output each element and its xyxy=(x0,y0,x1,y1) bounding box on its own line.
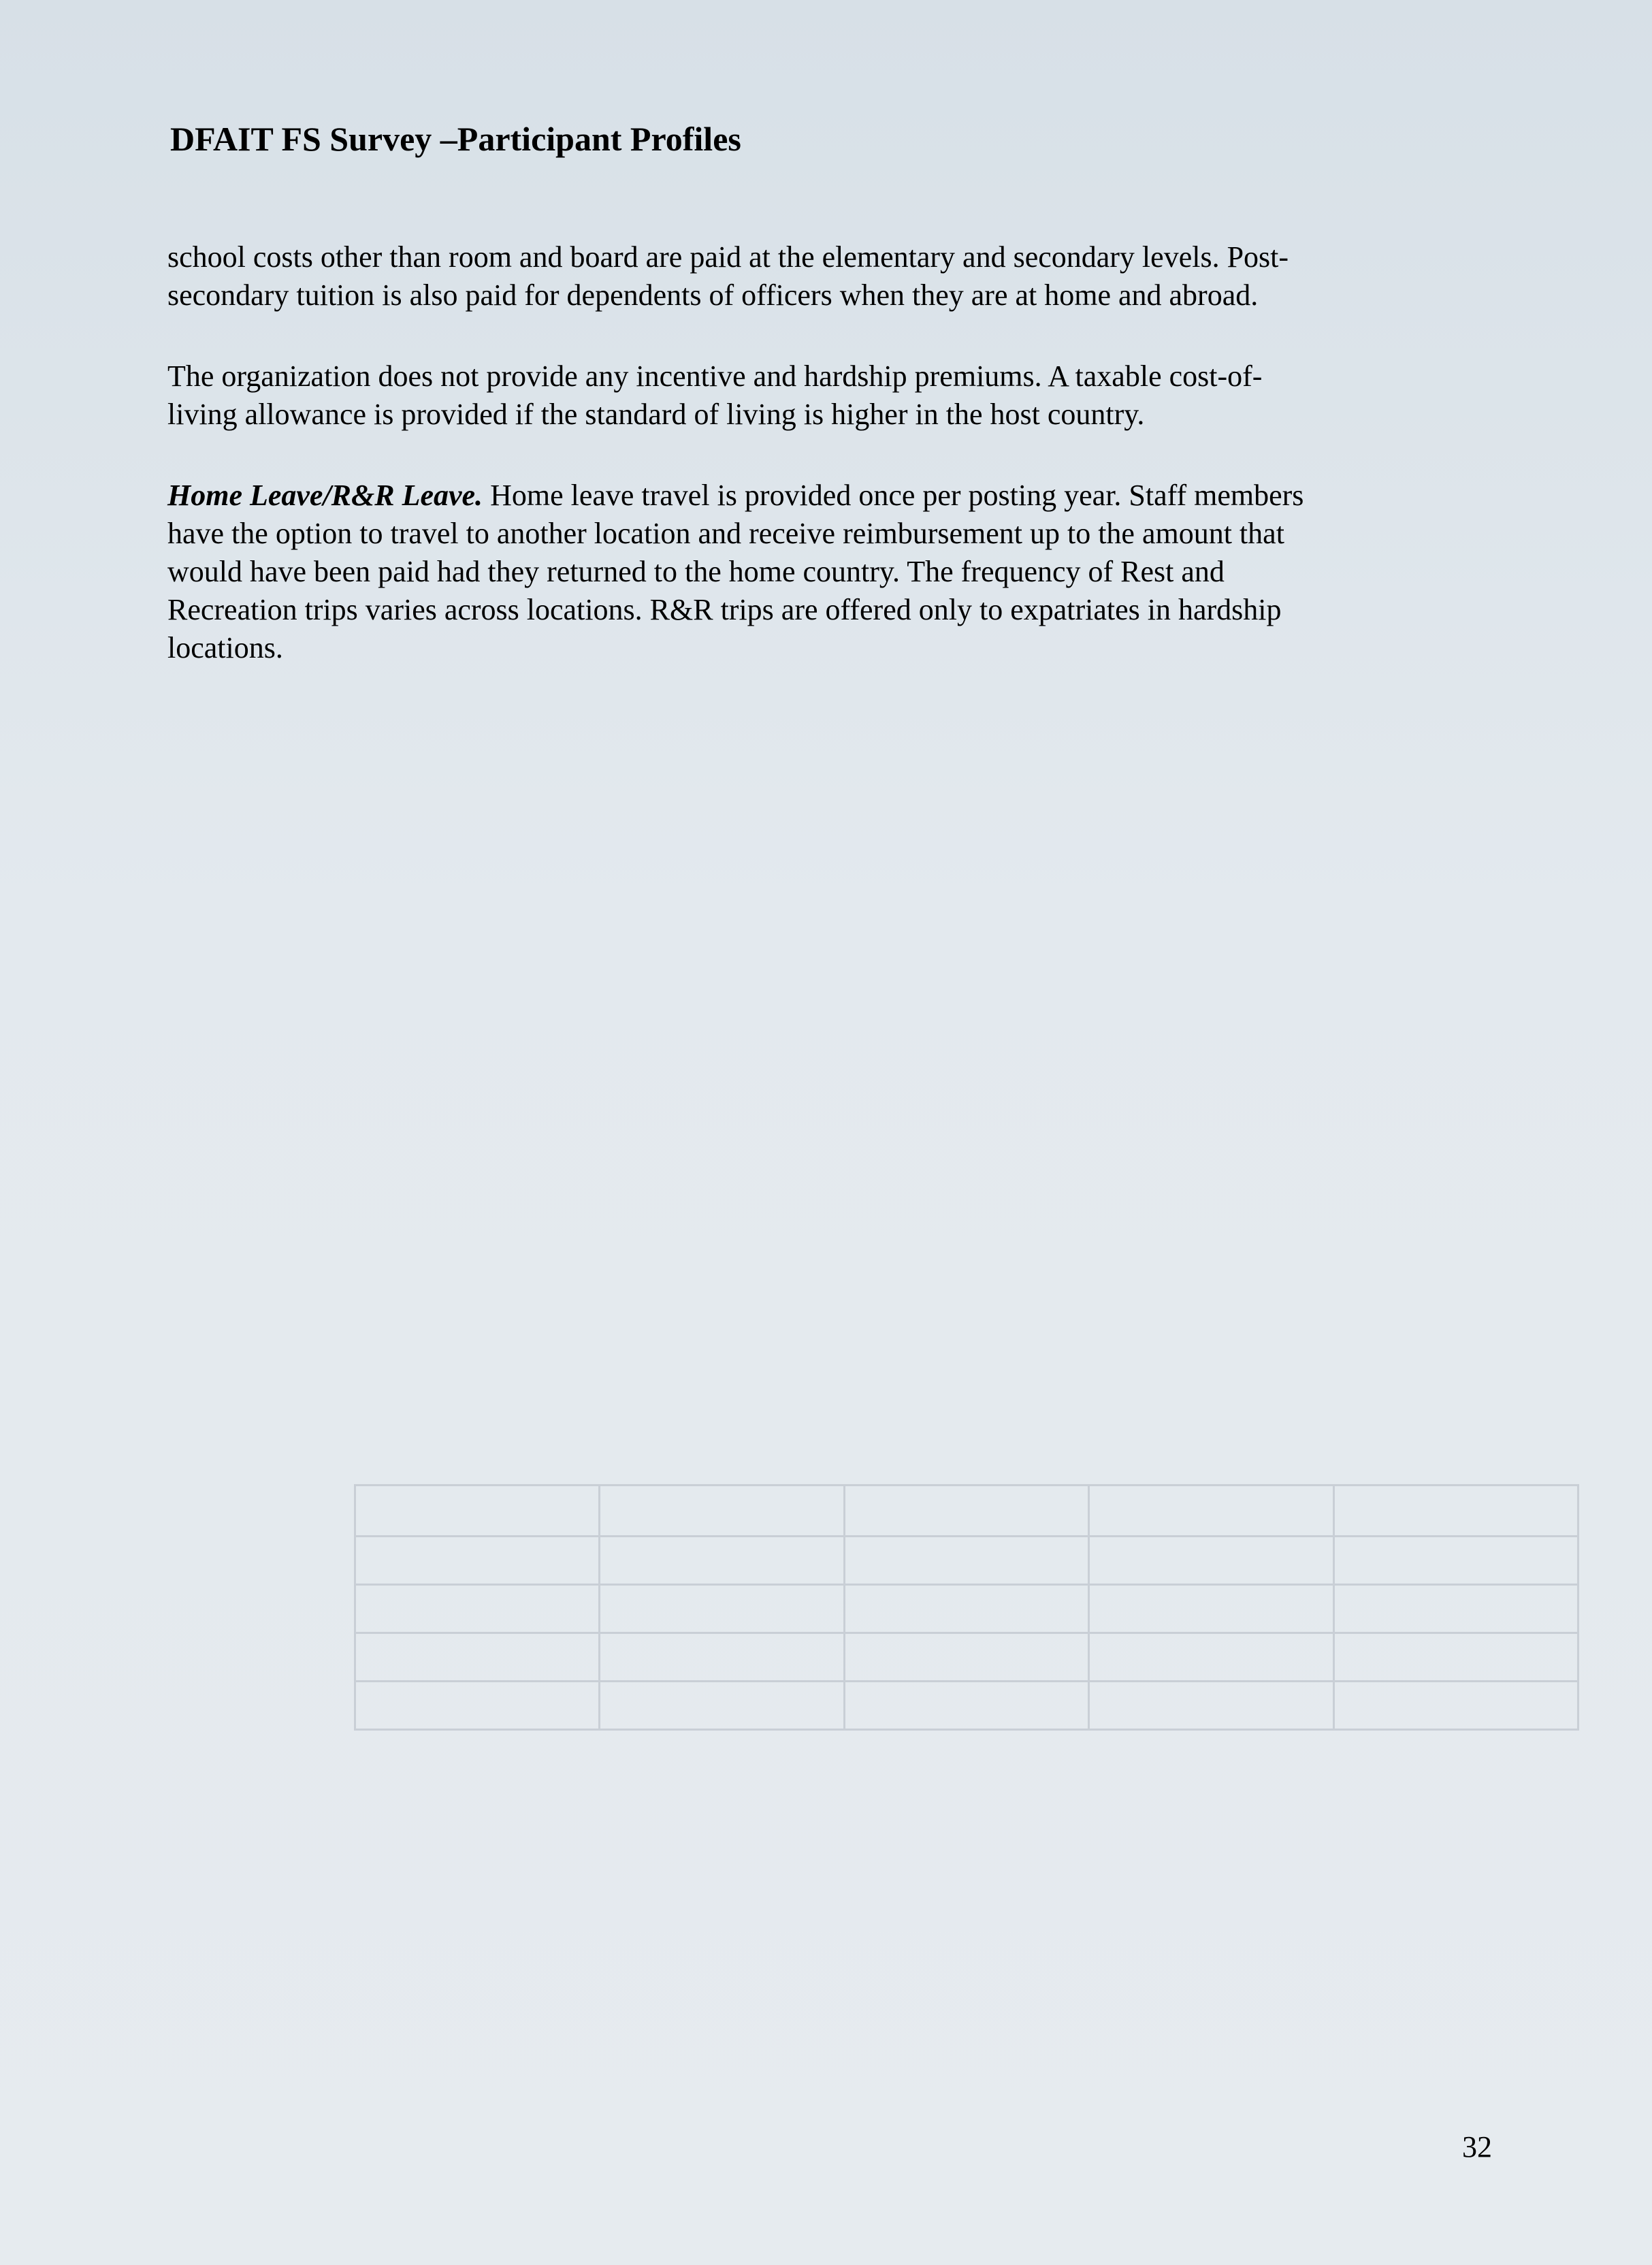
paragraph-line: school costs other than room and board are paid at the elementary and secondary levels. Post- xyxy=(167,240,1289,274)
section-lead-home-leave: Home Leave/R&R Leave. xyxy=(167,479,483,512)
page-number: 32 xyxy=(1462,2130,1492,2164)
paragraph-line: living allowance is provided if the standard of living is higher in the host country. xyxy=(167,398,1145,431)
paragraph-line: would have been paid had they returned to the home country. The frequency of Rest and xyxy=(167,555,1225,588)
reverse-side-table-shadow xyxy=(354,1484,1579,1731)
paragraph-line: The organization does not provide any incentive and hardship premiums. A taxable cost-of- xyxy=(167,359,1263,393)
paragraph-line: Recreation trips varies across locations. R&R trips are offered only to expatriates in hardship xyxy=(167,593,1282,626)
page-header-title: DFAIT FS Survey –Participant Profiles xyxy=(170,120,741,158)
paragraph-line: Home leave travel is provided once per posting year. Staff members xyxy=(483,479,1304,512)
paragraph-cost-of-living xyxy=(167,357,1502,434)
paragraph-school-costs xyxy=(167,238,1502,315)
paragraph-line: locations. xyxy=(167,631,283,664)
paragraph-home-leave xyxy=(167,477,1502,667)
paragraph-line: have the option to travel to another location and receive reimbursement up to the amount that xyxy=(167,517,1284,550)
paragraph-line: secondary tuition is also paid for dependents of officers when they are at home and abroad. xyxy=(167,278,1259,312)
